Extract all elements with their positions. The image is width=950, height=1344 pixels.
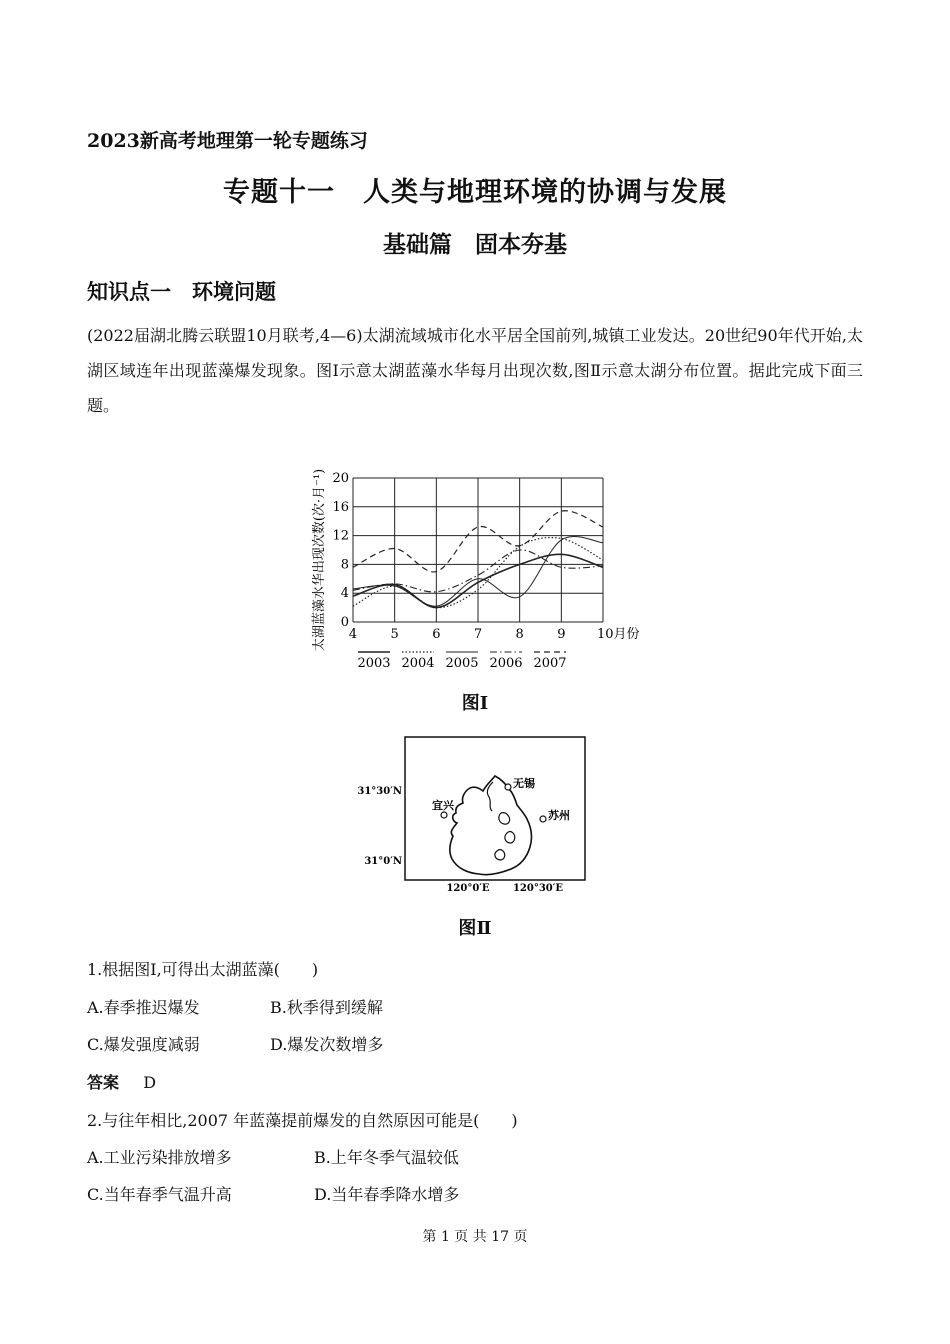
- bloom-frequency-chart: [305, 430, 665, 675]
- question-2-stem: 2.与往年相比,2007 年蓝藻提前爆发的自然原因可能是( ): [87, 1111, 518, 1130]
- x-tick-label: 4: [348, 627, 358, 642]
- topic-title: 专题十一 人类与地理环境的协调与发展: [223, 177, 727, 208]
- lat-label-3100: 31°0′N: [364, 856, 402, 867]
- legend-label-2004: 2004: [401, 656, 435, 671]
- x-tick-label: 7: [473, 627, 483, 642]
- taihu-lake-outline: [450, 776, 532, 875]
- y-tick-label: 16: [332, 499, 349, 515]
- y-tick-label: 0: [340, 615, 349, 630]
- x-tick-label: 9: [557, 627, 566, 642]
- y-tick-label: 12: [332, 528, 349, 544]
- lat-label-3130: 31°30′N: [357, 786, 402, 797]
- legend-label-2003: 2003: [357, 656, 391, 671]
- q1-option-c: C.爆发强度减弱: [87, 1035, 200, 1054]
- x-tick-label: 5: [390, 627, 399, 642]
- island-outline: [495, 813, 515, 860]
- legend-label-2007: 2007: [533, 656, 567, 671]
- lon-label-12030: 120°30′E: [512, 883, 564, 894]
- city-label-suzhou: 苏州: [548, 809, 570, 822]
- chart-grid: [353, 478, 603, 622]
- intro-paragraph: (2022届湖北腾云联盟10月联考,4—6)太湖流域城市化水平居全国前列,城镇工业发达。20世纪90年代开始,太湖区域连年出现蓝藻爆发现象。图Ⅰ示意太湖蓝藻水华每月出现次数,图Ⅱ示意太湖分布位置。据此完成下面三题。: [87, 326, 863, 415]
- answer-value: D: [143, 1073, 157, 1092]
- answer-label: 答案: [87, 1073, 120, 1092]
- city-label-wuxi: 无锡: [513, 777, 535, 790]
- coast-line: [487, 782, 493, 811]
- q2-option-a: A.工业污染排放增多: [87, 1148, 232, 1167]
- y-tick-label: 8: [340, 557, 349, 573]
- x-tick-label: 8: [515, 627, 524, 642]
- y-axis-label: 太湖蓝藻水华出现次数(次·月⁻¹): [312, 468, 327, 652]
- part-title: 基础篇 固本夯基: [383, 231, 567, 258]
- y-tick-label: 4: [340, 586, 349, 602]
- legend-label-2006: 2006: [489, 656, 523, 671]
- q1-option-a: A.春季推迟爆发: [87, 998, 200, 1017]
- document-header: 2023新高考地理第一轮专题练习: [87, 130, 368, 152]
- question-1-stem: 1.根据图Ⅰ,可得出太湖蓝藻( ): [87, 960, 319, 979]
- q2-option-b: B.上年冬季气温较低: [314, 1148, 459, 1167]
- q2-option-c: C.当年春季气温升高: [87, 1185, 232, 1204]
- page-footer: 第 1 页 共 17 页: [422, 1229, 528, 1245]
- y-tick-label: 20: [332, 471, 349, 486]
- q1-option-b: B.秋季得到缓解: [270, 998, 383, 1017]
- figure1-caption: 图Ⅰ: [461, 693, 489, 714]
- section-title: 知识点一 环境问题: [87, 279, 276, 304]
- yixing-marker: [441, 812, 447, 818]
- figure2-caption: 图Ⅱ: [458, 918, 492, 939]
- x-tick-label: 10月份: [597, 627, 640, 642]
- q2-option-d: D.当年春季降水增多: [314, 1185, 460, 1204]
- x-tick-label: 6: [432, 627, 441, 642]
- lon-label-12000: 120°0′E: [446, 883, 490, 894]
- taihu-location-map: [355, 733, 595, 895]
- legend-label-2005: 2005: [445, 656, 479, 671]
- wuxi-marker: [505, 784, 511, 790]
- suzhou-marker: [540, 816, 546, 822]
- q1-option-d: D.爆发次数增多: [270, 1035, 384, 1054]
- answer-1: [87, 1070, 156, 1093]
- city-label-yixing: 宜兴: [432, 799, 454, 812]
